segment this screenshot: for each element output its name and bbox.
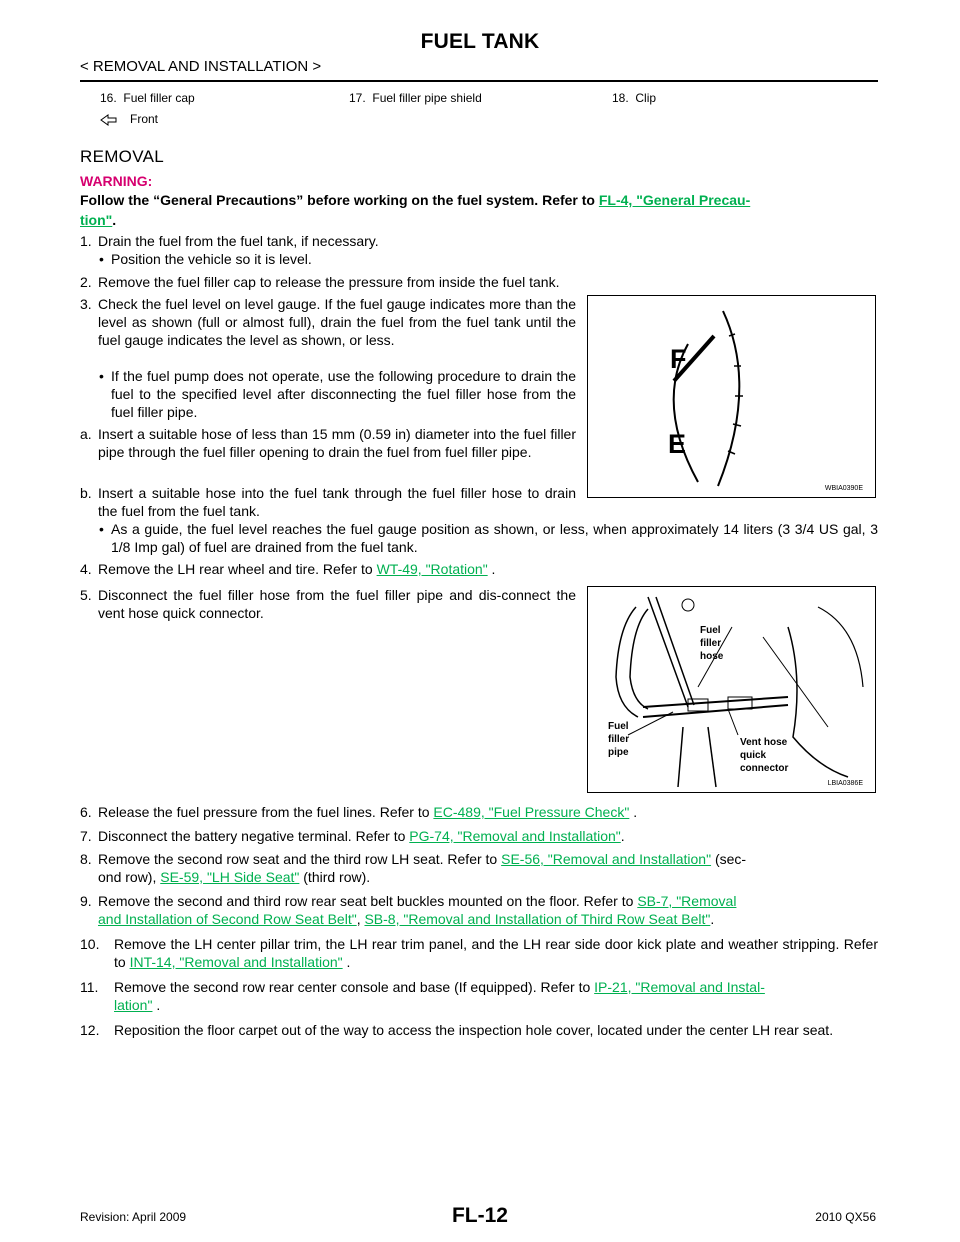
- warning-label: WARNING:: [80, 173, 153, 189]
- step-2: 2. Remove the fuel filler cap to release the pressure from inside the fuel tank.: [80, 274, 560, 290]
- link-ip-21-cont[interactable]: lation": [114, 997, 153, 1013]
- link-se-56[interactable]: SE-56, "Removal and Installation": [501, 851, 712, 867]
- step-1-bullet: • Position the vehicle so it is level.: [99, 251, 312, 267]
- link-wt-49[interactable]: WT-49, "Rotation": [376, 561, 488, 577]
- label-fuel-filler-pipe-2: filler: [608, 734, 630, 745]
- step-11: 11. Remove the second row rear center console and base (If equipped). Refer to IP-21, "Removal and Instal- lation" .: [80, 979, 765, 1013]
- label-fuel-filler-hose-1: Fuel: [700, 625, 721, 636]
- label-fuel-filler-hose-2: filler: [700, 638, 722, 649]
- step-7: 7. Disconnect the battery negative terminal. Refer to PG-74, "Removal and Installation".: [80, 828, 625, 844]
- step-b: b. Insert a suitable hose into the fuel tank through the fuel filler hose to drain the fuel from the fuel tank.: [80, 485, 576, 519]
- legend: [100, 91, 800, 107]
- link-sb-7[interactable]: SB-7, "Removal: [637, 893, 737, 909]
- link-se-59[interactable]: SE-59, "LH Side Seat": [160, 869, 300, 885]
- section-breadcrumb: < REMOVAL AND INSTALLATION >: [80, 58, 322, 75]
- step-a: a. Insert a suitable hose of less than 15 mm (0.59 in) diameter into the fuel filler pipe through the fuel filler opening to drain the fuel from fuel filler pipe.: [80, 426, 576, 460]
- label-fuel-filler-hose-3: hose: [700, 651, 724, 662]
- fuel-filler-hose-figure: [587, 586, 876, 793]
- label-vent-hose-1: Vent hose: [740, 737, 788, 748]
- step-1: 1. Drain the fuel from the fuel tank, if necessary.: [80, 233, 379, 249]
- label-fuel-filler-pipe-3: pipe: [608, 747, 629, 758]
- link-int-14[interactable]: INT-14, "Removal and Installation": [129, 954, 343, 970]
- step-4: 4. Remove the LH rear wheel and tire. Refer to WT-49, "Rotation" .: [80, 561, 496, 577]
- link-fl-4-cont[interactable]: tion": [80, 212, 113, 228]
- fuel-gauge-figure: [587, 295, 876, 498]
- link-sb-8[interactable]: SB-8, "Removal and Installation of Third Row Seat Belt": [364, 911, 711, 927]
- label-fuel-filler-pipe-1: Fuel: [608, 721, 629, 732]
- step-6: 6. Release the fuel pressure from the fuel lines. Refer to EC-489, "Fuel Pressure Check" .: [80, 804, 638, 820]
- page-title: FUEL TANK: [420, 30, 540, 53]
- link-sb-7-cont[interactable]: and Installation of Second Row Seat Belt": [98, 911, 357, 927]
- front-arrow-icon: [100, 114, 118, 126]
- gauge-empty-label: E: [668, 429, 687, 459]
- legend-item-17: 17. Fuel filler pipe shield: [349, 91, 482, 105]
- footer-model: 2010 QX56: [815, 1210, 876, 1224]
- link-ip-21[interactable]: IP-21, "Removal and Instal-: [594, 979, 765, 995]
- step-5: 5. Disconnect the fuel filler hose from the fuel filler pipe and dis-connect the vent hose quick connector.: [80, 587, 576, 621]
- step-8: 8. Remove the second row seat and the third row LH seat. Refer to SE-56, "Removal and Installation" (sec- ond row), SE-59, "LH Side Seat" (third row).: [80, 851, 747, 885]
- footer-page-number: FL-12: [451, 1204, 508, 1227]
- header-divider: [80, 80, 878, 82]
- figure-id: WBIA0390E: [824, 485, 863, 492]
- step-3-bullet: • If the fuel pump does not operate, use the following procedure to drain the fuel to the specified level after disconnecting the fuel filler hose from the fuel filler pipe.: [99, 368, 576, 420]
- step-b-bullet: • As a guide, the fuel level reaches the fuel gauge position as shown, or less, when approximately 14 liters (3 3/4 US gal, 3 1/8 Imp gal) of fuel are drained from the fuel tank.: [99, 521, 878, 555]
- link-pg-74[interactable]: PG-74, "Removal and Installation": [409, 828, 621, 844]
- fuel-gauge-illustration: [588, 296, 875, 497]
- legend-item-18: 18. Clip: [612, 91, 657, 105]
- legend-item-16: 16. Fuel filler cap: [100, 91, 195, 105]
- fuel-filler-hose-illustration: [588, 587, 875, 792]
- step-10: 10. Remove the LH center pillar trim, the LH rear trim panel, and the LH rear side door kick plate and weather stripping. Refer to INT-14, "Removal and Installation" .: [80, 936, 878, 970]
- figure-id: LBIA0386E: [827, 780, 863, 787]
- section-heading-removal: REMOVAL: [80, 147, 164, 166]
- link-ec-489[interactable]: EC-489, "Fuel Pressure Check": [433, 804, 630, 820]
- step-3: 3. Check the fuel level on level gauge. If the fuel gauge indicates more than the level as shown (full or almost full), drain the fuel from the fuel tank until the fuel gauge indicates the level as shown, or less.: [80, 296, 576, 348]
- link-fl-4[interactable]: FL-4, "General Precau-: [598, 192, 751, 208]
- gauge-full-label: F: [670, 344, 687, 374]
- footer-revision: Revision: April 2009: [80, 1210, 187, 1224]
- step-9: 9. Remove the second and third row rear seat belt buckles mounted on the floor. Refer to SB-7, "Removal and Installation of Second Row Seat Belt", SB-8, "Removal and Installation of Third Row Seat Belt".: [80, 893, 737, 927]
- label-vent-hose-3: connector: [740, 763, 789, 774]
- warning-text: Follow the “General Precautions” before working on the fuel system. Refer to FL-4, "General Precau- tion".: [80, 192, 751, 228]
- step-12: 12. Reposition the floor carpet out of the way to access the inspection hole cover, located under the center LH rear seat.: [80, 1022, 834, 1038]
- label-vent-hose-2: quick: [740, 750, 767, 761]
